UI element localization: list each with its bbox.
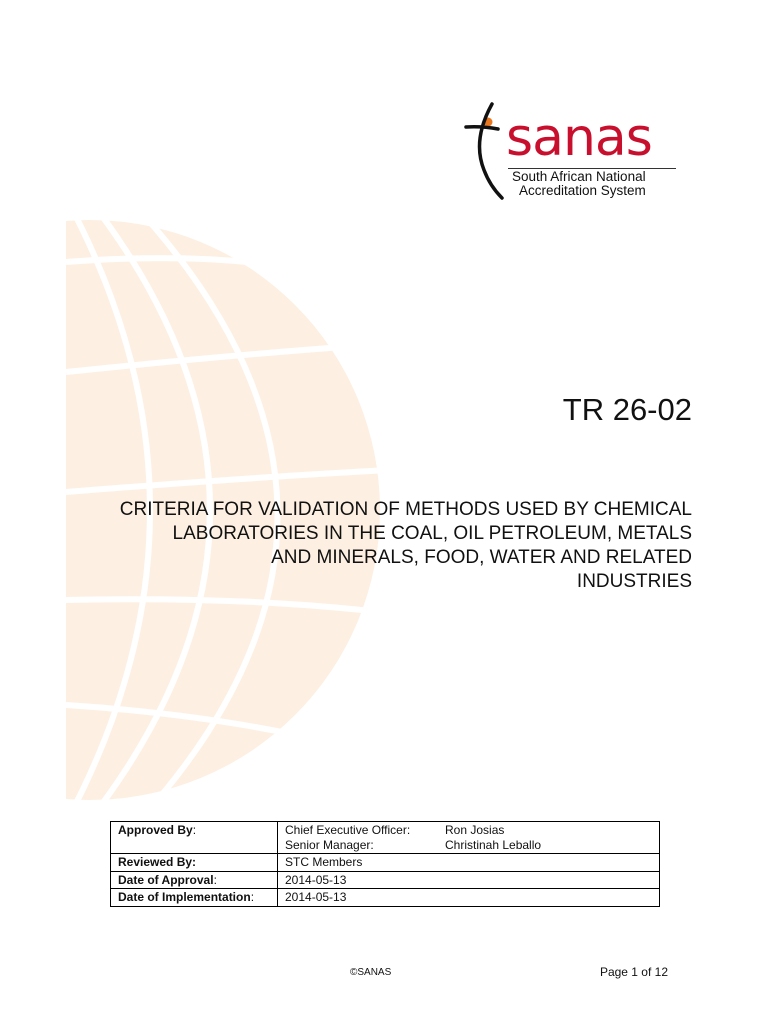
- reviewed-by-label: Reviewed By:: [111, 854, 278, 872]
- document-code: TR 26-02: [562, 392, 692, 427]
- reviewed-by-value: STC Members: [278, 854, 660, 872]
- document-title: [52, 498, 692, 594]
- approver-role-1: Chief Executive Officer:: [285, 823, 411, 837]
- approver-name-1: Ron Josias: [445, 823, 505, 837]
- logo-wordmark: sanas: [506, 108, 652, 168]
- date-approval-value: 2014-05-13: [278, 871, 660, 889]
- logo-subtitle-line2: Accreditation System: [519, 183, 646, 198]
- date-approval-label: Date of Approval: [118, 872, 214, 887]
- logo-subtitle-line1: South African National: [512, 169, 646, 184]
- date-implementation-value: 2014-05-13: [278, 889, 660, 907]
- date-implementation-colon: :: [250, 890, 255, 904]
- sanas-logo: [462, 100, 682, 205]
- title-line: AND MINERALS, FOOD, WATER AND RELATED: [271, 547, 692, 568]
- title-line: CRITERIA FOR VALIDATION OF METHODS USED BY CHEMICAL: [119, 499, 692, 520]
- table-row: [111, 854, 660, 872]
- footer-copyright: ©SANAS: [350, 967, 392, 978]
- table-row: [111, 871, 660, 889]
- approved-by-label: Approved By: [118, 823, 193, 837]
- table-row: [111, 889, 660, 907]
- date-approval-label-cell: [111, 871, 278, 889]
- table-row: [111, 822, 660, 854]
- date-implementation-label: Date of Implementation: [118, 890, 251, 904]
- date-approval-colon: :: [213, 872, 217, 887]
- title-line: LABORATORIES IN THE COAL, OIL PETROLEUM, METALS: [172, 523, 692, 544]
- title-line: INDUSTRIES: [576, 571, 692, 592]
- approved-by-value-cell: [278, 822, 660, 854]
- approval-table: [110, 821, 660, 907]
- logo-body: [480, 104, 503, 198]
- date-implementation-label-cell: [111, 889, 278, 907]
- approved-by-colon: :: [192, 823, 197, 837]
- approver-role-2: Senior Manager:: [285, 837, 374, 852]
- approved-by-label-cell: [111, 822, 278, 854]
- approver-name-2: Christinah Leballo: [445, 837, 542, 852]
- footer-page-number: Page 1 of 12: [599, 965, 668, 979]
